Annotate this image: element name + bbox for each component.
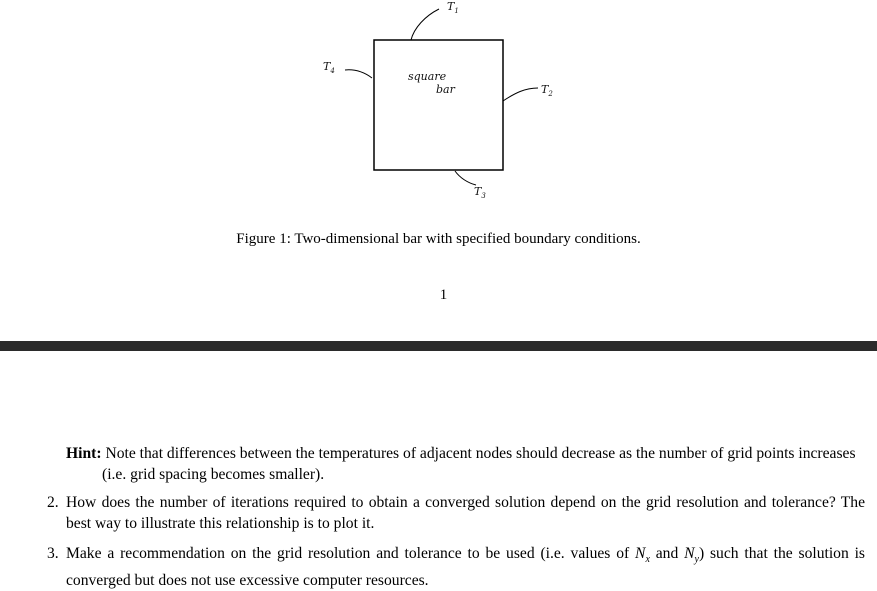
t2-label: $T_2$ (541, 83, 553, 98)
t4-leader-line (345, 70, 372, 78)
question-2-number: 2. (47, 494, 59, 511)
t3-label: $T_3$ (474, 185, 486, 200)
t2-leader-line (503, 88, 538, 101)
hint-label: Hint: (66, 445, 102, 462)
question-3-text-before: Make a recommendation on the grid resolution and tolerance to be used (i.e. values of (66, 545, 636, 562)
figure-caption: Figure 1: Two-dimensional bar with specified boundary conditions. (236, 231, 641, 247)
question-3-number: 3. (47, 545, 59, 562)
question-2 (47, 492, 865, 534)
page-number: 1 (439, 287, 448, 303)
question-3-text (66, 543, 865, 591)
t1-label: $T_1$ (447, 0, 459, 15)
square-bar-outline (374, 40, 503, 170)
hint-paragraph (66, 443, 866, 485)
question-3-text-after: ) such that the solution is converged but does not use excessive computer resources. (66, 545, 865, 590)
question-2-text: How does the number of iterations required to obtain a converged solution depend on the grid resolution and tolerance? The best way to illustrate this relationship is to plot it. (66, 494, 865, 532)
page-break-bar (0, 341, 877, 351)
nx-symbol: $N_x$ (635, 545, 650, 566)
t1-leader-line (411, 9, 439, 40)
hint-text: Note that differences between the temperatures of adjacent nodes should decrease as the number of grid points increases (i.e. grid spacing becomes smaller). (102, 445, 856, 483)
question-3-and: and (649, 545, 685, 562)
t3-leader-line (455, 171, 476, 185)
t4-label: $T_4$ (323, 60, 335, 75)
box-label-square: square (408, 70, 447, 83)
ny-symbol: $N_y$ (684, 545, 699, 566)
question-3 (47, 543, 865, 591)
box-label-bar: bar (436, 83, 455, 96)
